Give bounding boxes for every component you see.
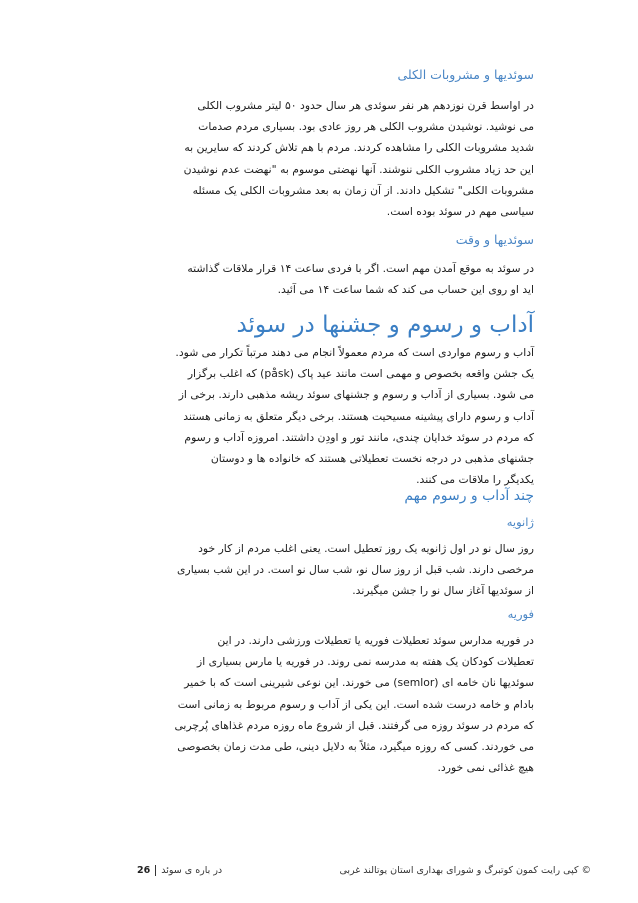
february-paragraph xyxy=(174,630,534,778)
footer-divider xyxy=(155,865,156,876)
february-block xyxy=(196,605,534,623)
paragraph-line: در اواسط قرن نوزدهم هر نفر سوئدی هر سال حدود ۵۰ لیتر مشروب الکلی xyxy=(197,99,534,112)
paragraph-line: که مردم در سوئد روزه می گرفتند. قبل از شروع ماه روزه مردم غذاهای پُرچربی xyxy=(174,718,534,732)
paragraph-line: تعطیلات کودکان یک هفته به مدرسه نمی روند. در فوریه یا مارس بسیاری از xyxy=(197,655,534,669)
section-alcohol-paragraph xyxy=(183,95,534,222)
paragraph-line: یکدیگر را ملاقات می کنند. xyxy=(416,473,534,487)
paragraph-line: از سوئدیها آغاز سال نو را جشن میگیرند. xyxy=(352,584,534,598)
book-title: در باره ی سوئد xyxy=(161,865,223,876)
paragraph-line: هیچ غذائی نمی خورد. xyxy=(437,761,534,775)
january-block xyxy=(196,513,534,531)
paragraph-line: می شود. بسیاری از آداب و رسوم و جشنهای سوئد ریشه مذهبی دارند. برخی از xyxy=(178,388,534,402)
page-footer xyxy=(137,865,222,876)
paragraph-line: که مردم در سوئد خدایان چندی، مانند تور و اودِن داشتند. امروزه آداب و رسوم xyxy=(184,430,534,444)
paragraph-line: این حد زیاد مشروب الکلی ننوشند. آنها نهضتی موسوم به "نهضت عدم نوشیدن xyxy=(183,162,534,176)
paragraph-line: سوئدیها نان خامه ای (semlor) می خورند. این نوعی شیرینی است که با خمیر xyxy=(184,676,534,690)
paragraph-line: بادام و خامه درست شده است. این یکی از آداب و رسوم مربوط به زمانی است xyxy=(177,697,534,711)
chapter-title: آداب و رسوم و جشنها در سوئد xyxy=(236,312,534,338)
paragraph-line: می نوشید. نوشیدن مشروب الکلی هر روز عادی بود. بسیاری مردم صدمات xyxy=(198,120,534,134)
section-heading: چند آداب و رسوم مهم xyxy=(404,488,534,504)
paragraph-line: در سوئد به موقع آمدن مهم است. اگر با فردی ساعت ۱۴ قرار ملاقات گذاشته xyxy=(187,262,534,275)
customs-paragraph xyxy=(175,342,534,490)
paragraph-line: می خوردند. کسی که روزه میگیرد، مثلاً به دلایل دینی، طی مدت زمان بخصوصی xyxy=(177,740,534,754)
page-number: 26 xyxy=(137,865,151,876)
paragraph-line: جشنهای مذهبی در درجه نخست تعطیلاتی هستند که خانواده ها و دوستان xyxy=(210,452,534,466)
january-paragraph xyxy=(177,538,534,602)
section-time-paragraph xyxy=(187,258,534,300)
paragraph-line: در فوریه مدارس سوئد تعطیلات فوریه یا تعطیلات ورزشی دارند. در این xyxy=(217,634,534,647)
section-heading: سوئدیها و مشروبات الکلی xyxy=(397,67,534,82)
paragraph-line: روز سال نو در اول ژانویه یک روز تعطیل است. یعنی اغلب مردم از کار خود xyxy=(198,542,534,555)
paragraph-line: یک جشن واقعه بخصوص و مهمی است مانند عید پاک (påsk) که اغلب برگزار xyxy=(187,367,534,381)
paragraph-line: مرخصی دارند. شب قبل از روز سال نو، شب سال نو است. در این شب بسیاری xyxy=(177,563,534,577)
paragraph-line: مشروبات الکلی" تشکیل دادند. از آن زمان به بعد مشروبات الکلی یک مسئله xyxy=(192,183,534,197)
subsection-heading: فوریه xyxy=(507,607,534,621)
chapter-title-block xyxy=(196,310,534,340)
paragraph-line: شدید مشروبات الکلی را مشاهده کردند. مردم با هم تلاش کردند که سایرین به xyxy=(184,141,534,155)
subsection-heading: ژانویه xyxy=(506,515,534,529)
copyright-footer: © کپی رایت کمون کوتبرگ و شورای بهداری استان یوتالند غربی xyxy=(339,865,591,876)
section-time xyxy=(196,231,534,249)
paragraph-line: سیاسی مهم در سوئد بوده است. xyxy=(386,205,534,219)
section-alcohol xyxy=(196,66,534,84)
important-customs-block xyxy=(196,486,534,506)
paragraph-line: آداب و رسوم دارای پیشینه مسیحیت هستند. برخی دیگر متعلق به زمانی هستند xyxy=(183,409,534,423)
paragraph-line: آداب و رسوم مواردی است که مردم معمولاً انجام می دهند مرتباً تکرار می شود. xyxy=(175,346,534,359)
section-heading: سوئدیها و وقت xyxy=(455,232,534,247)
paragraph-line: اید او روی این حساب می کند که شما ساعت ۱۴ می آئید. xyxy=(277,283,534,297)
